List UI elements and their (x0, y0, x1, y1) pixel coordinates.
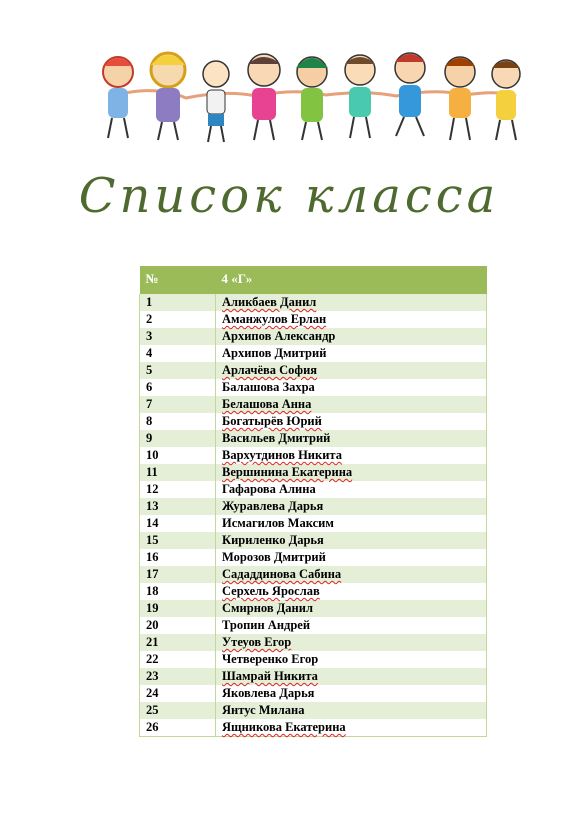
table-row (140, 515, 487, 532)
student-name-text: Кириленко Дарья (222, 533, 324, 547)
row-number: 14 (140, 515, 216, 532)
student-name-text: Тропин Андрей (222, 618, 311, 632)
student-name-text: Шамрай Никита (222, 669, 318, 683)
student-name-text: Гафарова Алина (222, 482, 316, 496)
class-list-table (139, 266, 486, 737)
child-figure (296, 57, 328, 140)
row-number: 15 (140, 532, 216, 549)
student-name-text: Ящникова Екатерина (222, 719, 346, 734)
table-row (140, 464, 487, 481)
table-row (140, 651, 487, 668)
student-name (216, 566, 487, 583)
student-name-text: Четверенко Егор (222, 652, 319, 666)
student-name-text: Янтус Милана (222, 703, 305, 717)
table-row (140, 719, 487, 736)
table-row (140, 379, 487, 396)
table-row (140, 311, 487, 328)
child-figure (395, 53, 425, 136)
child-figure (445, 57, 475, 140)
table-row (140, 430, 487, 447)
table-row (140, 413, 487, 430)
child-figure (151, 53, 185, 140)
student-name (216, 651, 487, 668)
row-number: 4 (140, 345, 216, 362)
student-name (216, 532, 487, 549)
table-row (140, 634, 487, 651)
column-header-class: 4 «Г» (216, 266, 487, 294)
student-name (216, 328, 487, 345)
table-row (140, 549, 487, 566)
table-row (140, 481, 487, 498)
student-name (216, 702, 487, 719)
student-name-text: Яковлева Дарья (222, 686, 315, 700)
student-name (216, 294, 487, 311)
student-name-text: Вархутдинов Никита (222, 448, 342, 462)
table-row (140, 328, 487, 345)
student-name-text: Аманжулов Ерлан (222, 312, 327, 326)
student-name (216, 583, 487, 600)
row-number: 23 (140, 668, 216, 685)
row-number: 24 (140, 685, 216, 702)
student-name-text: Журавлева Дарья (222, 499, 324, 513)
row-number: 8 (140, 413, 216, 430)
student-name (216, 498, 487, 515)
student-name-text: Архипов Дмитрий (222, 346, 327, 360)
table-row (140, 345, 487, 362)
table-row (140, 600, 487, 617)
student-name-text: Исмагилов Максим (222, 516, 334, 530)
student-name-text: Аликбаев Данил (222, 295, 317, 309)
row-number: 19 (140, 600, 216, 617)
row-number: 26 (140, 719, 216, 736)
student-name (216, 515, 487, 532)
student-name-text: Богатырёв Юрий (222, 414, 322, 428)
children-illustration (96, 40, 526, 150)
row-number: 21 (140, 634, 216, 651)
row-number: 25 (140, 702, 216, 719)
row-number: 6 (140, 379, 216, 396)
row-number: 13 (140, 498, 216, 515)
table-row (140, 702, 487, 719)
child-figure (345, 55, 375, 138)
row-number: 17 (140, 566, 216, 583)
table-row (140, 583, 487, 600)
table-row (140, 566, 487, 583)
student-name-text: Васильев Дмитрий (222, 431, 331, 445)
student-name-text: Серхель Ярослав (222, 584, 320, 598)
table-row (140, 498, 487, 515)
student-name (216, 617, 487, 634)
table-row (140, 362, 487, 379)
student-name-text: Утеуов Егор (222, 635, 292, 649)
student-name-text: Морозов Дмитрий (222, 550, 326, 564)
child-figure (248, 54, 280, 140)
table-row (140, 396, 487, 413)
row-number: 16 (140, 549, 216, 566)
row-number: 5 (140, 362, 216, 379)
student-name-text: Архипов Александр (222, 329, 336, 343)
student-name (216, 719, 487, 736)
student-name-text: Смирнов Данил (222, 601, 313, 615)
student-name (216, 362, 487, 379)
column-header-number: № (140, 266, 216, 294)
student-name (216, 396, 487, 413)
student-name (216, 447, 487, 464)
student-name-text: Вершинина Екатерина (222, 465, 353, 479)
row-number: 7 (140, 396, 216, 413)
student-name-text: Балашова Захра (222, 380, 315, 394)
row-number: 9 (140, 430, 216, 447)
table-row (140, 668, 487, 685)
row-number: 22 (140, 651, 216, 668)
child-figure (203, 61, 229, 142)
row-number: 1 (140, 294, 216, 311)
table-row (140, 685, 487, 702)
table-row (140, 617, 487, 634)
row-number: 3 (140, 328, 216, 345)
student-name (216, 345, 487, 362)
student-name (216, 600, 487, 617)
row-number: 11 (140, 464, 216, 481)
table-row (140, 447, 487, 464)
table-row (140, 294, 487, 311)
student-name (216, 481, 487, 498)
student-name (216, 430, 487, 447)
page-title: Список класса (78, 168, 500, 224)
student-name (216, 549, 487, 566)
child-figure (103, 57, 133, 138)
child-figure (492, 60, 520, 140)
row-number: 12 (140, 481, 216, 498)
table-row (140, 532, 487, 549)
row-number: 2 (140, 311, 216, 328)
student-name (216, 464, 487, 481)
student-name (216, 634, 487, 651)
row-number: 18 (140, 583, 216, 600)
student-name (216, 668, 487, 685)
student-name (216, 413, 487, 430)
student-name (216, 685, 487, 702)
student-name-text: Арлачёва София (222, 363, 318, 377)
student-name (216, 311, 487, 328)
student-name-text: Белашова Анна (222, 397, 312, 411)
table-header-row (140, 266, 487, 294)
student-name (216, 379, 487, 396)
row-number: 20 (140, 617, 216, 634)
student-name-text: Сададдинова Сабина (222, 567, 342, 581)
row-number: 10 (140, 447, 216, 464)
